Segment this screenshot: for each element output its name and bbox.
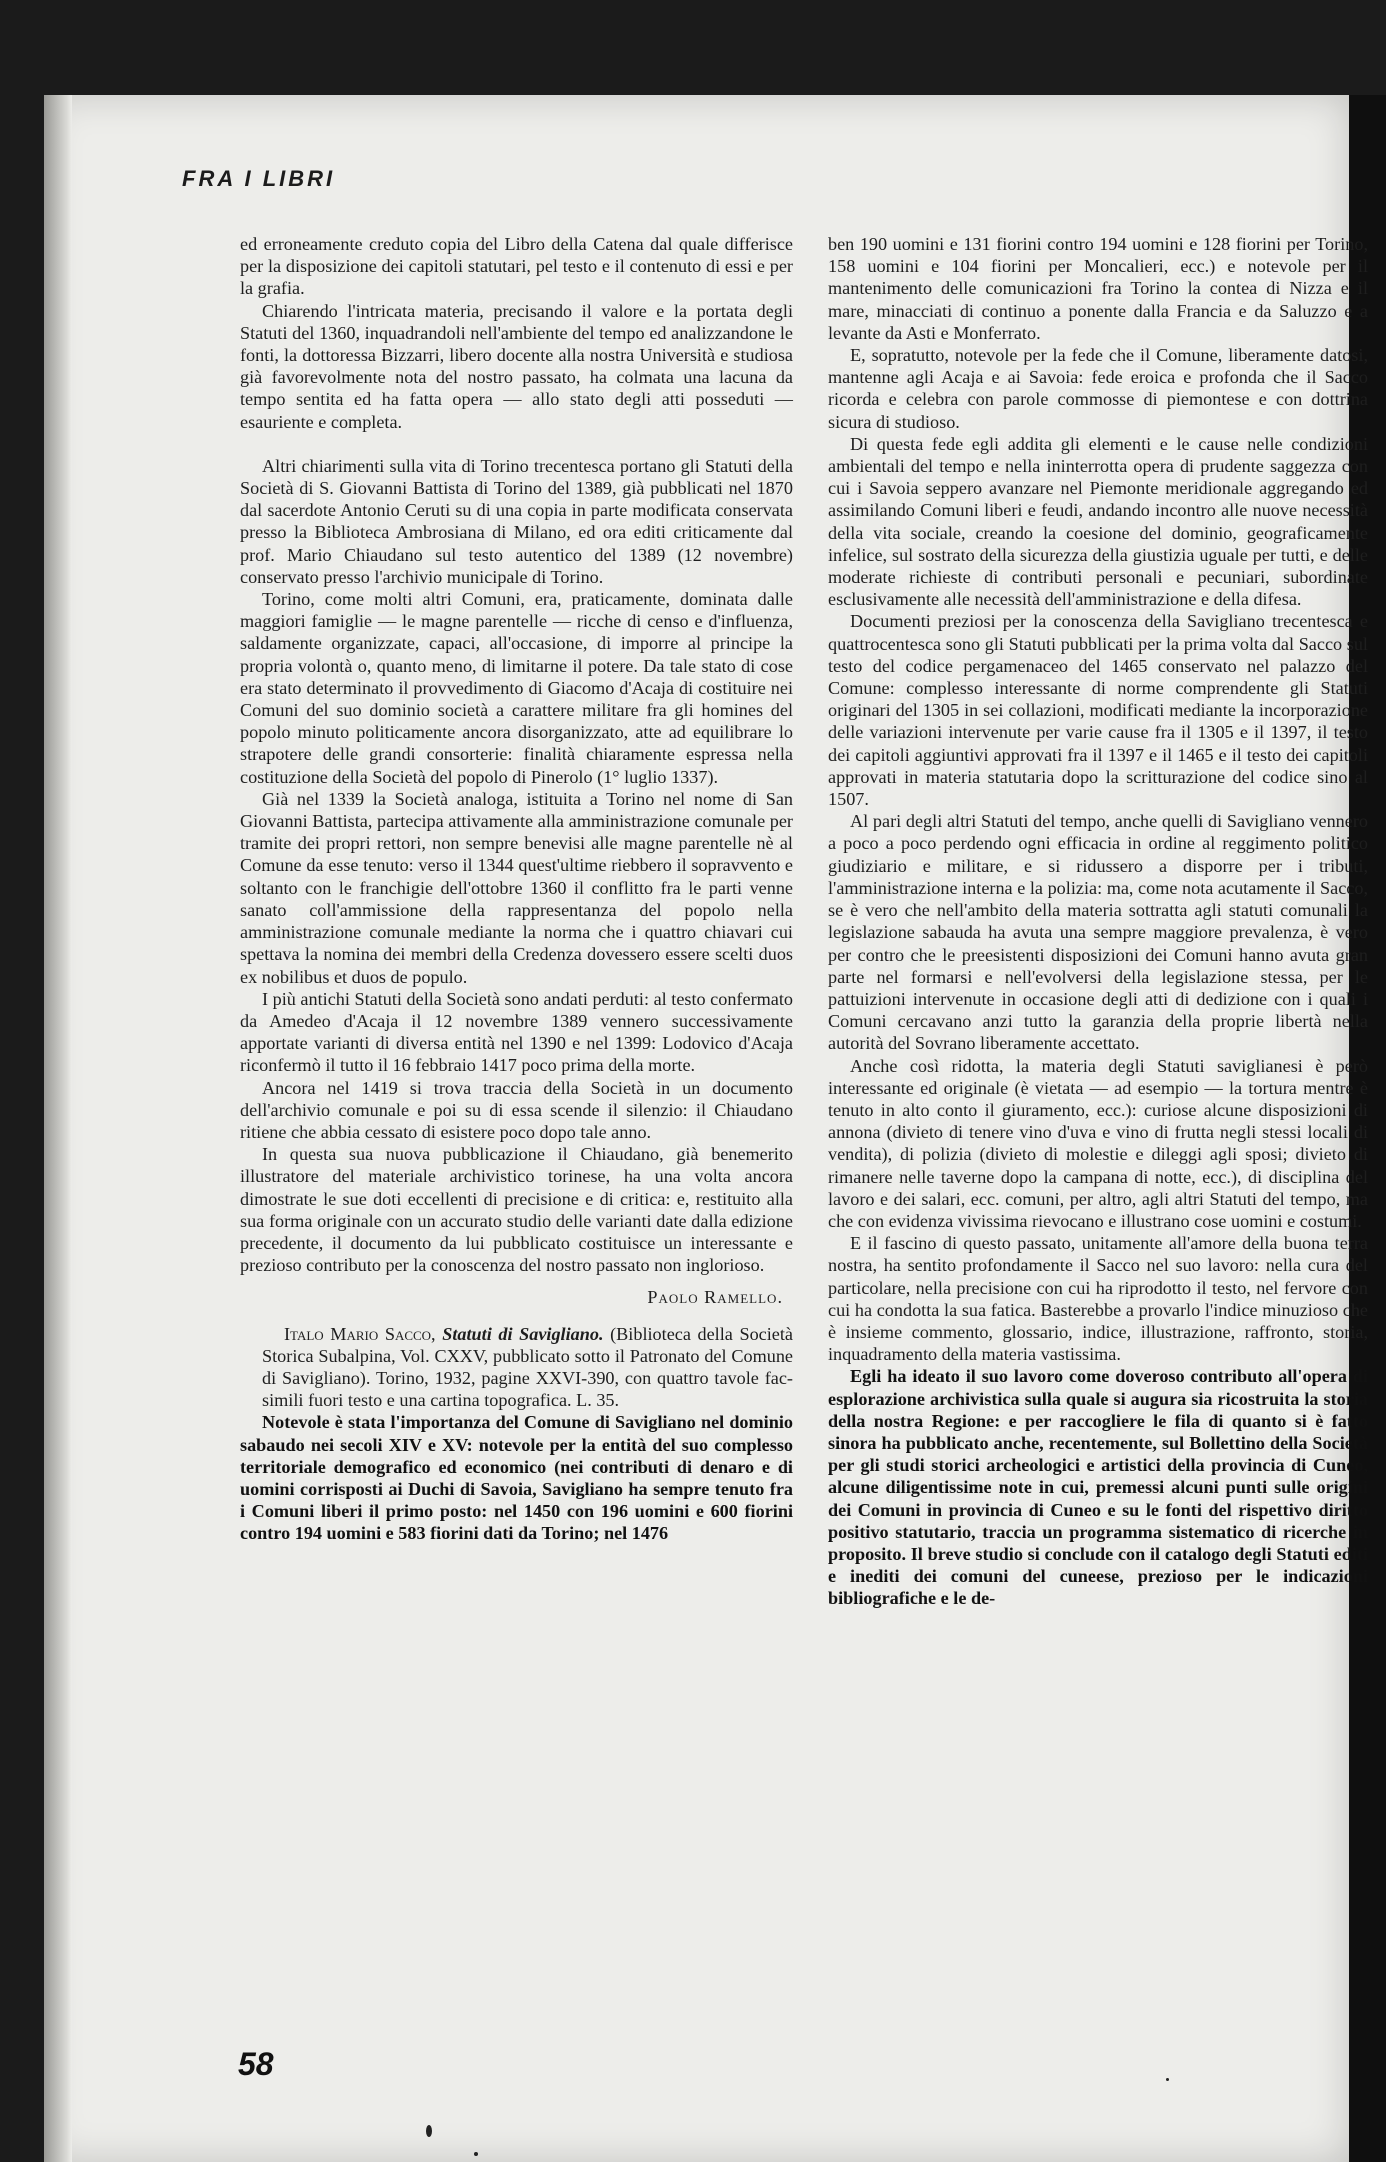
review-citation [240, 1323, 793, 1412]
paragraph: Al pari degli altri Statuti del tempo, anche quelli di Savigliano vennero a poco a poco perdendo ogni efficacia in ordine al reggimento politico giudiziario e militare, e si ridussero a disporre per i tributi, l'amministrazione interna e la polizia: ma, come nota acutamente il Sacco, se è vero che nell'ambito della materia sottratta agli statuti comunali la legislazione sabauda ha avuta una sempre maggiore prevalenza, è vero per contro che le preesistenti disposizioni dei Comuni hanno avuta gran parte nel formarsi e nell'evolversi della legislazione stessa, per le pattuizioni intervenute in occasione degli atti di dedizione con i quali i Comuni cercavano anzi tutto la garanzia della proprie libertà nella autorità del Sovrano liberamente accettato. [828, 811, 1368, 1054]
running-header: FRA I LIBRI [182, 166, 336, 191]
paragraph: ben 190 uomini e 131 fiorini contro 194 uomini e 128 fiorini per Torino, 158 uomini e 104 fiorini per Moncalieri, ecc.) e notevole per il mantenimento delle comunicazioni fra Torino la contea di Nizza e il mare, minacciati di continuo a ponente dalla Francia e da Saluzzo e a levante da Asti e Monferrato. [828, 234, 1368, 343]
paragraph: Chiarendo l'intricata materia, precisando il valore e la portata degli Statuti del 1360, inquadrandoli nell'ambiente del tempo ed analizzandone le fonti, la dottoressa Bizzarri, libero docente alla nostra Università e studiosa già favorevolmente nota del nostro passato, ha colmata una lacuna da tempo sentita ed ha fatta opera — allo stato degli atti posseduti — esauriente e completa. [240, 300, 793, 432]
paragraph: Di questa fede egli addita gli elementi e le cause nelle condizioni ambientali del tempo e nella ininterrotta opera di prudente saggezza con cui i Savoia seppero avanzare nel Piemonte meridionale aggregando ed assimilando Comuni liberi e feudi, andando incontro alle nuove necessità della vita sociale, creando la coesione del dominio, geograficamente infelice, sul sostrato della sicurezza della giustizia uguale per tutti, e delle moderate richieste di contributi personali e pecuniari, subordinate esclusivamente alle necessità dell'amministrazione e della difesa. [828, 433, 1368, 610]
dust-speck [474, 2152, 478, 2156]
paragraph: In questa sua nuova pubblicazione il Chiaudano, già benemerito illustratore del materiale archivistico torinese, ha una volta ancora dimostrate le sue doti eccellenti di precisione e di critica: e, restituito alla sua forma originale con un accurato studio delle varianti date dalla edizione precedente, il documento da lui pubblicato costituisce un interessante e prezioso contributo per la conoscenza del nostro passato non inglorioso. [240, 1144, 793, 1276]
review-signature: Paolo Ramello. [647, 1287, 783, 1308]
page-number: 58 [238, 2046, 274, 2082]
paragraph: Torino, come molti altri Comuni, era, praticamente, dominata dalle maggiori famiglie — le magne parentelle — ricche di censo e d'influenza, saldamente organizzate, capaci, all'occasione, di imporre al principe la propria volontà o, quanto meno, di limitarne il potere. Da tale stato di cose era stato determinato il provvedimento di Giacomo d'Acaja di costituire nei Comuni del suo dominio società a carattere militare fra gli homines del popolo minuto politicamente ancora disorganizzato, atte ad equilibrare lo strapotere delle grandi consorterie: finalità chiaramente espressa nella costituzione della Società del popolo di Pinerolo (1° luglio 1337). [240, 589, 793, 787]
book-spine-shadow [44, 95, 72, 2162]
paragraph: E il fascino di questo passato, unitamente all'amore della buona terra nostra, ha sentito profondamente il Sacco nel suo lavoro: nella cura del particolare, nella precisione con cui ha riprodotto il testo, nel fervore con cui ha condotta la sua fatica. Basterebbe a provarlo l'indice minuzioso che è insieme commento, glossario, indice, illustrazione, raffronto, storia, inquadramento della materia vastissima. [828, 1233, 1368, 1365]
paragraph: Notevole è stata l'importanza del Comune di Savigliano nel dominio sabaudo nei secoli XIV e XV: notevole per la entità del suo complesso territoriale demografico ed economico (nei contributi di denaro e di uomini corrisposti ai Duchi di Savoia, Savigliano ha sempre tenuto fra i Comuni liberi il primo posto: nel 1450 con 196 uomini e 600 fiorini contro 194 uomini e 583 fiorini dati da Torino; nel 1476 [240, 1412, 793, 1544]
right-column [828, 233, 1368, 1610]
review-title: Statuti di Savigliano. [442, 1323, 604, 1344]
paragraph: I più antichi Statuti della Società sono andati perduti: al testo confermato da Amedeo d'Acaja il 12 novembre 1389 vennero successivamente apportate varianti di diversa entità nel 1390 e nel 1399: Lodovico d'Acaja riconfermò il tutto il 16 febbraio 1417 poco prima della morte. [240, 988, 793, 1076]
paragraph: Anche così ridotta, la materia degli Statuti saviglianesi è però interessante ed originale (è vietata — ad esempio — la tortura mentre è tenuto in alto conto il giuramento, ecc.): curiose alcune disposizioni di annona (divieto di tenere vino d'uva e vino di frutta negli stessi locali di vendita), di polizia (divieto di molestie e dileggi agli sposi; divieto di rimanere nelle taverne dopo la campana di notte, ecc.), di disciplina del lavoro e dei salari, ecc. comuni, per altro, agli altri Statuti del tempo, ma che con evidenza vivissima rievocano e illustrano cose uomini e costumi. [828, 1055, 1368, 1231]
review-details: (Biblioteca della Società Storica Subalpina, Vol. CXXV, pubblicato sotto il Patronato del Comune di Savigliano). Torino, 1932, pagine XXVI-390, con quattro tavole fac-simili fuori testo e una cartina topografica. L. 35. [262, 1323, 793, 1411]
paragraph: ed erroneamente creduto copia del Libro della Catena dal quale differisce per la disposizione dei capitoli statutari, pel testo e il contenuto di essi e per la grafia. [240, 234, 793, 299]
paragraph: Documenti preziosi per la conoscenza della Savigliano trecentesca e quattrocentesca sono gli Statuti pubblicati per la prima volta dal Sacco sul testo del codice pergamenaceo del 1465 conservato nel palazzo del Comune: complesso interessante di norme comprendente gli Statuti originari del 1305 in sei collazioni, modificati mediante la incorporazione delle variazioni intervenute per varie cause fra il 1305 e il 1397, il testo dei capitoli aggiuntivi approvati fra il 1397 e il 1465 e il testo dei capitoli approvati in materia statutaria dopo la scritturazione del codice sino al 1507. [828, 611, 1368, 810]
dust-speck [1166, 2078, 1169, 2081]
paragraph: Ancora nel 1419 si trova traccia della Società in un documento dell'archivio comunale e poi su di essa scende il silenzio: il Chiaudano ritiene che abbia cessato di esistere poco dopo tale anno. [240, 1077, 793, 1142]
left-column [240, 233, 793, 1545]
review-author: Italo Mario Sacco, [284, 1323, 436, 1344]
dust-speck [426, 2125, 432, 2137]
paragraph: Altri chiarimenti sulla vita di Torino trecentesca portano gli Statuti della Società di S. Giovanni Battista di Torino del 1389, già pubblicati nel 1870 dal sacerdote Antonio Ceruti su di una copia in parte modificata conservata presso la Biblioteca Ambrosiana di Milano, ed ora editi criticamente dal prof. Mario Chiaudano sul testo autentico del 1389 (12 novembre) conservato presso l'archivio municipale di Torino. [240, 455, 793, 587]
paragraph: Già nel 1339 la Società analoga, istituita a Torino nel nome di San Giovanni Battista, partecipa attivamente alla amministrazione comunale per tramite dei propri rettori, non sempre benevisi alle magne parentelle nè al Comune da esse tenuto: verso il 1344 quest'ultime riebbero il sopravvento e soltanto con le franchigie dell'ottobre 1360 il conflitto fra le parti venne sanato coll'ammissione della rappresentanza del popolo nella amministrazione comunale mediante la norma che i quattro chiavari cui spettava la nomina dei membri della Credenza dovessero essere scelti duos ex nobilibus et duos de populo. [240, 788, 793, 987]
paragraph: Egli ha ideato il suo lavoro come doveroso contributo all'opera di esplorazione archivistica sulla quale si augura sia ricostruita la storia della nostra Regione: e per raccogliere le fila di quanto si è fatto sinora ha pubblicato anche, recentemente, sul Bollettino della Società per gli studi storici archeologici e artistici della provincia di Cuneo, alcune diligentissime note in cui, premessi alcuni punti sulle origini dei Comuni in provincia di Cuneo e su le fonti del rispettivo diritto positivo statutario, traccia un programma sistematico di ricerche in proposito. Il breve studio si conclude con il catalogo degli Statuti editi e inediti dei comuni del cuneese, prezioso per le indicazioni bibliografiche e le de- [828, 1366, 1368, 1609]
paragraph: E, sopratutto, notevole per la fede che il Comune, liberamente datosi, mantenne agli Acaja e ai Savoia: fede eroica e profonda che il Sacco ricorda e celebra con parole commosse di piemontese e con dottrina sicura di studioso. [828, 345, 1368, 432]
